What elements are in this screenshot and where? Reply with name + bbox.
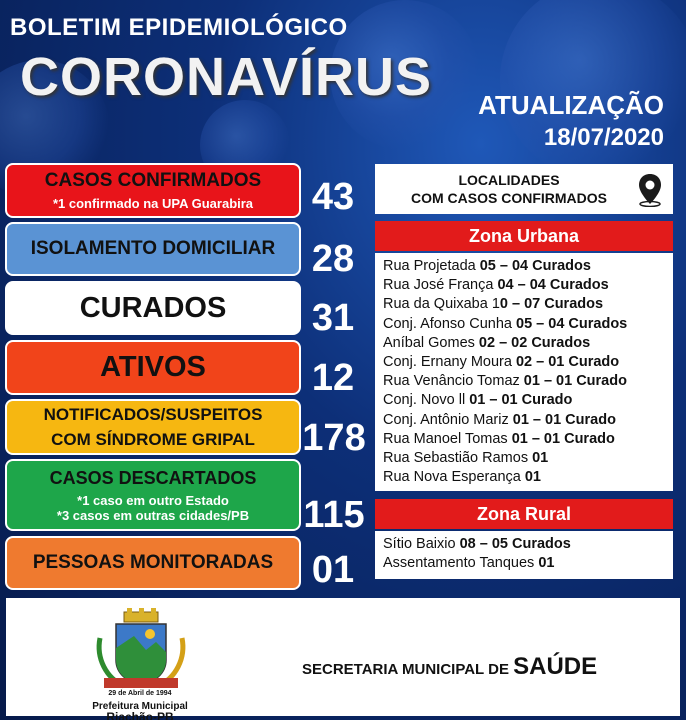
localidades-title-line1: LOCALIDADES (458, 172, 560, 188)
confirmados-box (5, 163, 301, 218)
descartados-box (5, 459, 301, 531)
zona-urbana-title: Zona Urbana (375, 221, 673, 251)
zona-rural-list (375, 531, 673, 579)
localidades-header (375, 164, 673, 214)
descartados-label: CASOS DESCARTADOS (49, 467, 257, 488)
ativos-label: ATIVOS (100, 351, 206, 383)
list-item: Rua Sebastião Ramos 01 (383, 450, 549, 467)
crest-caption (76, 688, 204, 720)
update-label: ATUALIZAÇÃO (478, 90, 664, 120)
monitoradas-value: 01 (311, 549, 355, 591)
bulletin-title: BOLETIM EPIDEMIOLÓGICO (10, 14, 348, 41)
crest-line2: Riachão-PB (106, 710, 174, 720)
notificados-label-line1: NOTIFICADOS/SUSPEITOS (43, 404, 263, 424)
curados-value: 31 (311, 297, 355, 339)
list-item: Conj. Antônio Mariz 01 – 01 Curado (383, 411, 616, 428)
isolamento-box (5, 222, 301, 276)
confirmados-value: 43 (311, 176, 355, 218)
list-item: Assentamento Tanques 01 (383, 555, 555, 572)
secretaria-big: SAÚDE (513, 653, 598, 680)
footer (6, 598, 680, 720)
list-item: Rua da Quixaba 10 – 07 Curados (383, 296, 604, 313)
list-item: Rua Nova Esperança 01 (383, 469, 541, 486)
municipal-crest-icon (94, 608, 188, 690)
list-item: Conj. Novo ll 01 – 01 Curado (383, 392, 573, 409)
crest-date: 29 de Abril de 1994 (108, 690, 172, 697)
localidades-title-line2: COM CASOS CONFIRMADOS (411, 190, 607, 206)
map-pin-icon (637, 173, 663, 207)
notificados-value: 178 (302, 417, 366, 459)
crest-line1: Prefeitura Municipal (92, 701, 188, 712)
list-item: Aníbal Gomes 02 – 02 Curados (383, 334, 591, 351)
ativos-value: 12 (311, 357, 355, 399)
list-item: Sítio Baixio 08 – 05 Curados (383, 536, 571, 552)
list-item: Conj. Afonso Cunha 05 – 04 Curados (383, 315, 628, 332)
list-item: Conj. Ernany Moura 02 – 01 Curado (383, 354, 620, 371)
isolamento-label: ISOLAMENTO DOMICILIAR (30, 238, 276, 259)
ativos-box (5, 340, 301, 395)
list-item: Rua Manoel Tomas 01 – 01 Curado (383, 430, 615, 447)
list-item: Rua Projetada 05 – 04 Curados (383, 258, 591, 274)
confirmados-label: CASOS CONFIRMADOS (44, 170, 262, 191)
confirmados-note: *1 confirmado na UPA Guarabira (52, 196, 254, 211)
monitoradas-label: PESSOAS MONITORADAS (32, 552, 274, 573)
notificados-box (5, 399, 301, 455)
descartados-value: 115 (303, 494, 365, 536)
descartados-note-1: *1 caso em outro Estado (77, 492, 229, 508)
monitoradas-box (5, 536, 301, 590)
zona-urbana-list (375, 253, 673, 491)
notificados-label-line2: COM SÍNDROME GRIPAL (51, 429, 255, 449)
isolamento-value: 28 (311, 238, 355, 280)
update-date: 18/07/2020 (543, 124, 664, 151)
secretaria-title (302, 653, 597, 681)
main-title: CORONAVÍRUS (20, 47, 433, 107)
list-item: Rua José França 04 – 04 Curados (383, 277, 609, 294)
descartados-note-2: *3 casos em outras cidades/PB (56, 507, 250, 523)
curados-label: CURADOS (79, 291, 227, 324)
list-item: Rua Venâncio Tomaz 01 – 01 Curado (383, 373, 627, 390)
curados-box (5, 281, 301, 335)
zona-rural-title: Zona Rural (375, 499, 673, 529)
secretaria-small: SECRETARIA MUNICIPAL DE (302, 661, 514, 678)
